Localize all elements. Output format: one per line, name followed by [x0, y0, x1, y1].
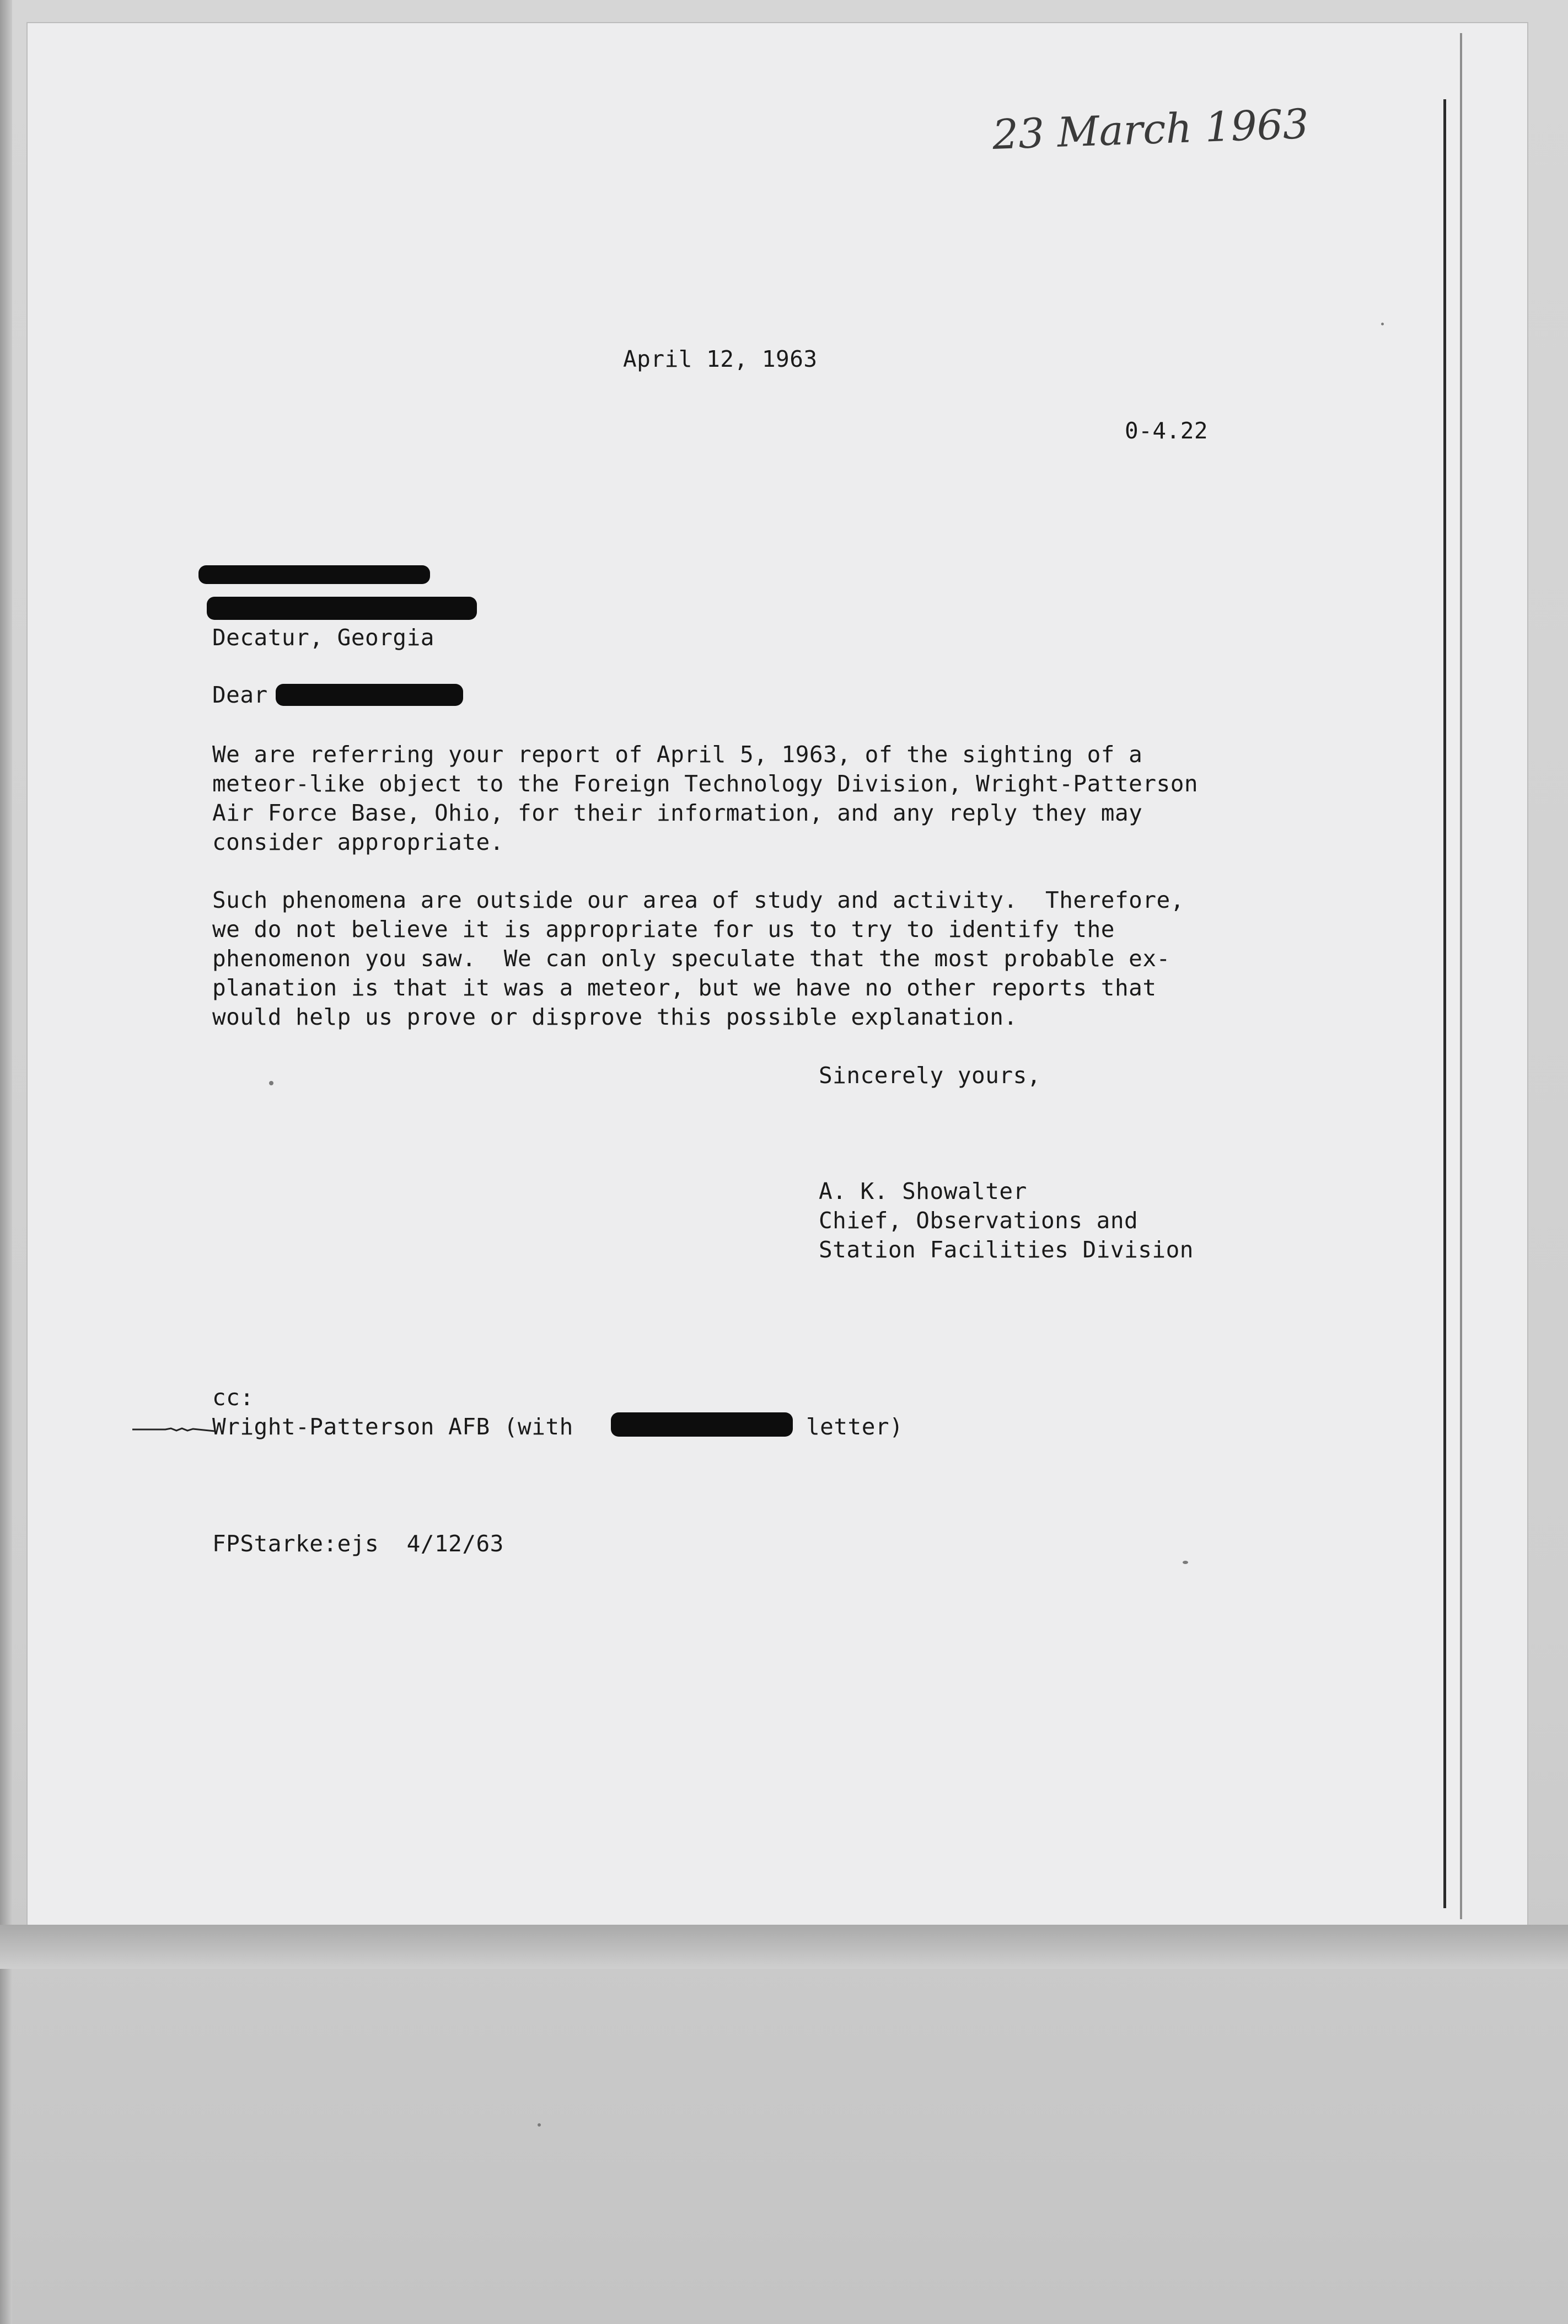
letter-date: April 12, 1963 [623, 346, 818, 372]
signer-title-line1: Chief, Observations and [819, 1207, 1139, 1234]
cc-line-suffix: letter) [806, 1413, 904, 1440]
paragraph2-line4: planation is that it was a meteor, but we have no other reports that [212, 974, 1157, 1001]
scan-speck [538, 2123, 541, 2127]
paragraph2-line3: phenomenon you saw. We can only speculate that the most probable ex- [212, 945, 1170, 972]
paragraph1-line2: meteor-like object to the Foreign Technology Division, Wright-Patterson [212, 770, 1199, 797]
file-number: 0-4.22 [1125, 417, 1209, 444]
signer-name: A. K. Showalter [819, 1178, 1027, 1204]
signer-title-line2: Station Facilities Division [819, 1236, 1194, 1263]
cc-pointer-mark [132, 1425, 215, 1434]
redacted-cc-name [611, 1412, 793, 1437]
scan-left-edge [0, 0, 12, 2324]
recipient-city: Decatur, Georgia [212, 624, 434, 651]
paragraph1-line1: We are referring your report of April 5, 1963, of the sighting of a [212, 741, 1143, 768]
scan-speck [1183, 1561, 1188, 1564]
paragraph2-line5: would help us prove or disprove this possible explanation. [212, 1004, 1018, 1030]
cc-line-prefix: Wright-Patterson AFB (with [212, 1413, 573, 1440]
paragraph1-line3: Air Force Base, Ohio, for their information, and any reply they may [212, 800, 1143, 826]
salutation: Dear [212, 682, 268, 708]
handwritten-date-note: 23 March 1963 [991, 100, 1310, 159]
paper-right-border-line [1443, 99, 1446, 1908]
paper-bottom-shadow [0, 1925, 1568, 1969]
redacted-recipient-address [207, 597, 477, 620]
redacted-recipient-name [198, 565, 430, 584]
paragraph2-line2: we do not believe it is appropriate for us to try to identify the [212, 916, 1115, 943]
paragraph2-line1: Such phenomena are outside our area of study and activity. Therefore, [212, 887, 1184, 913]
reference-initials: FPStarke:ejs 4/12/63 [212, 1530, 504, 1557]
paper-right-edge [1460, 33, 1462, 1919]
closing: Sincerely yours, [819, 1062, 1041, 1089]
paragraph1-line4: consider appropriate. [212, 829, 504, 855]
cc-label: cc: [212, 1384, 254, 1411]
scan-speck [269, 1081, 273, 1085]
scan-speck [1381, 323, 1384, 325]
redacted-salutation-name [276, 684, 463, 706]
